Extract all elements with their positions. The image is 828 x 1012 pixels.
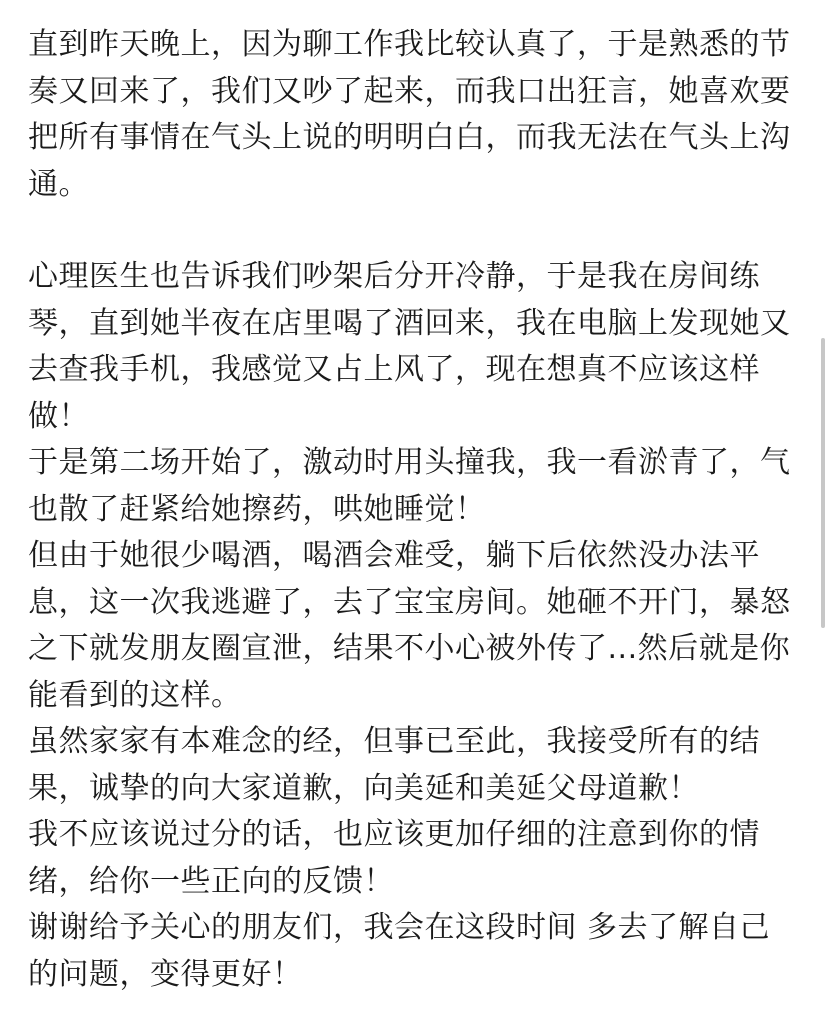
vertical-scrollbar[interactable]: [818, 0, 828, 1012]
paragraph-5: 虽然家家有本难念的经，但事已至此，我接受所有的结果，诚挚的向大家道歉，向美延和美延父母道歉！: [28, 724, 760, 806]
paragraph-6: 我不应该说过分的话，也应该更加仔细的注意到你的情绪，给你一些正向的反馈！: [28, 817, 760, 899]
paragraph-2: 心理医生也告诉我们吵架后分开冷静，于是我在房间练琴，直到她半夜在店里喝了酒回来，我在电脑上发现她又去查我手机，我感觉又占上风了，现在想真不应该这样做！: [28, 259, 791, 434]
paragraph-3: 于是第二场开始了，激动时用头撞我，我一看淤青了，气也散了赶紧给她擦药，哄她睡觉！: [28, 445, 791, 527]
paragraph-1: 直到昨天晚上，因为聊工作我比较认真了，于是熟悉的节奏又回来了，我们又吵了起来，而我口出狂言，她喜欢要把所有事情在气头上说的明明白白，而我无法在气头上沟通。: [28, 27, 791, 202]
paragraph-7: 谢谢给予关心的朋友们，我会在这段时间 多去了解自己的问题，变得更好！: [28, 910, 771, 992]
paragraph-4: 但由于她很少喝酒，喝酒会难受，躺下后依然没办法平息，这一次我逃避了，去了宝宝房间。她砸不开门，暴怒之下就发朋友圈宣泄，结果不小心被外传了...然后就是你能看到的这样。: [28, 538, 791, 713]
scrollbar-thumb[interactable]: [821, 338, 825, 628]
article-body: [28, 22, 800, 998]
paragraph-gap: [28, 208, 800, 254]
